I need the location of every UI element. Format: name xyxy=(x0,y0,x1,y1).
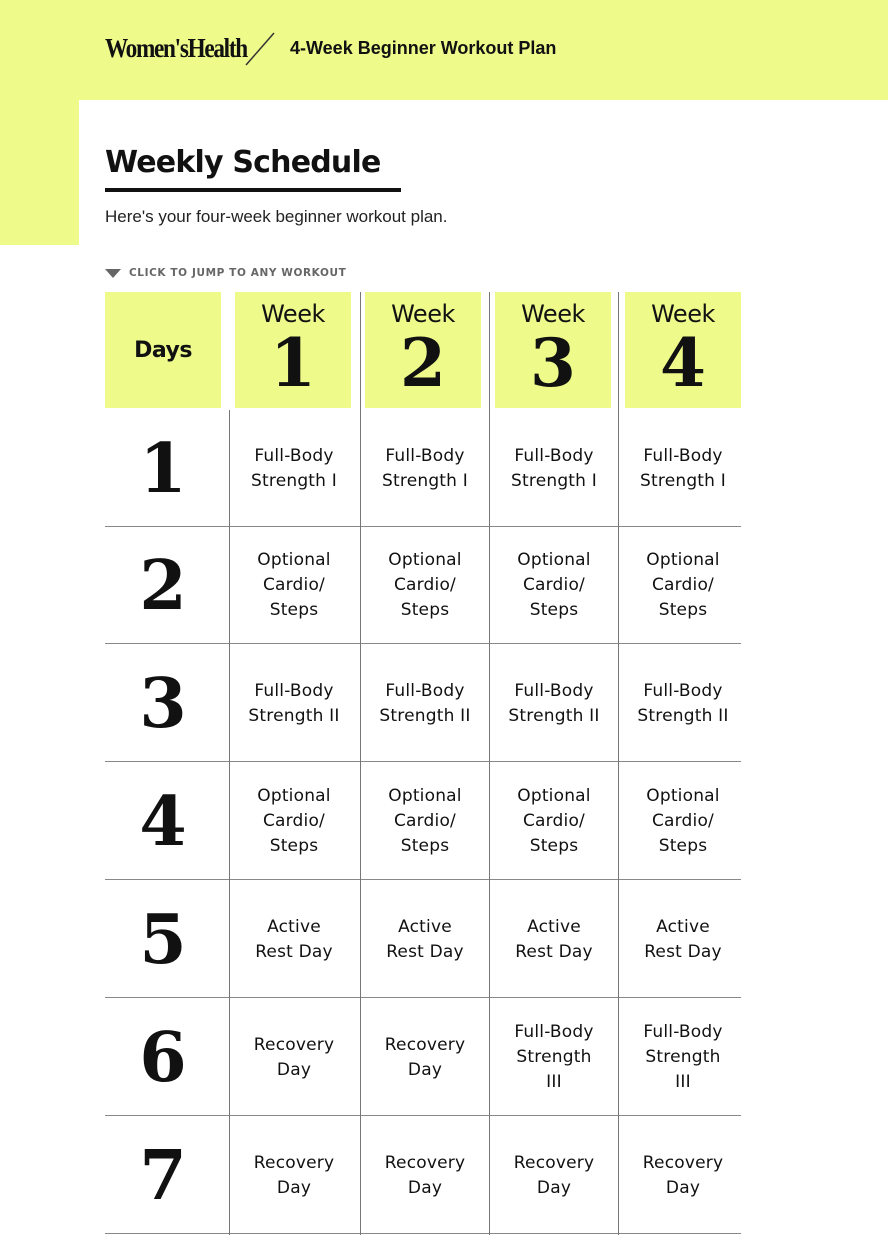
row-divider xyxy=(105,997,741,998)
day-number-3: 3 xyxy=(139,663,187,744)
workout-cell[interactable]: Active Rest Day xyxy=(515,916,593,962)
week-label: Week xyxy=(521,300,585,328)
week-number: 1 xyxy=(270,324,316,402)
week-number: 2 xyxy=(400,324,446,402)
workout-cell[interactable]: Full-Body Strength I xyxy=(251,445,337,491)
day-number-2: 2 xyxy=(139,545,187,626)
left-accent-band xyxy=(0,0,79,245)
day-number-4: 4 xyxy=(139,781,187,862)
workout-cell[interactable]: Full-Body Strength I xyxy=(382,445,468,491)
week-header-2[interactable] xyxy=(365,292,481,408)
row-divider xyxy=(105,1115,741,1116)
row-divider xyxy=(105,879,741,880)
jump-label: CLICK TO JUMP TO ANY WORKOUT xyxy=(129,267,347,279)
header-title: 4-Week Beginner Workout Plan xyxy=(290,38,557,58)
workout-cell[interactable]: Recovery Day xyxy=(384,1034,466,1080)
column-divider xyxy=(489,292,490,1235)
workout-cell[interactable]: Full-Body Strength II xyxy=(508,680,600,726)
workout-cell[interactable]: Recovery Day xyxy=(253,1152,335,1198)
workout-cell[interactable]: Recovery Day xyxy=(384,1152,466,1198)
column-divider xyxy=(360,292,361,1235)
day-number-7: 7 xyxy=(139,1135,187,1216)
page-title: Weekly Schedule xyxy=(105,145,381,180)
workout-cell[interactable]: Full-Body Strength II xyxy=(379,680,471,726)
workout-cell[interactable]: Recovery Day xyxy=(513,1152,595,1198)
week-label: Week xyxy=(651,300,715,328)
workout-cell[interactable]: Active Rest Day xyxy=(644,916,722,962)
row-divider xyxy=(105,643,741,644)
workout-cell[interactable]: Recovery Day xyxy=(253,1034,335,1080)
workout-cell[interactable]: Active Rest Day xyxy=(255,916,333,962)
workout-cell[interactable]: Full-Body Strength II xyxy=(637,680,729,726)
week-header-3[interactable] xyxy=(495,292,611,408)
slash-divider-icon xyxy=(244,32,276,66)
day-number-5: 5 xyxy=(139,899,187,980)
workout-cell[interactable]: Recovery Day xyxy=(642,1152,724,1198)
days-header: Days xyxy=(105,292,221,408)
workout-cell[interactable]: Optional Cardio/ Steps xyxy=(257,786,331,856)
workout-cell[interactable]: Active Rest Day xyxy=(386,916,464,962)
workout-cell[interactable]: Full-Body Strength I xyxy=(511,445,597,491)
week-number: 4 xyxy=(660,324,706,402)
title-underline xyxy=(105,188,401,192)
workout-cell[interactable]: Optional Cardio/ Steps xyxy=(517,786,591,856)
workout-cell[interactable]: Full-Body Strength II xyxy=(248,680,340,726)
column-divider xyxy=(618,292,619,1235)
womens-health-logo[interactable]: Women'sHealth xyxy=(105,33,247,63)
workout-cell[interactable]: Optional Cardio/ Steps xyxy=(388,550,462,620)
workout-cell[interactable]: Optional Cardio/ Steps xyxy=(646,786,720,856)
day-number-6: 6 xyxy=(139,1017,187,1098)
workout-cell[interactable]: Full-Body Strength I xyxy=(640,445,726,491)
intro-text: Here's your four-week beginner workout plan. xyxy=(105,207,448,226)
triangle-down-icon xyxy=(105,269,121,279)
day-number-1: 1 xyxy=(139,428,187,509)
week-header-1[interactable] xyxy=(235,292,351,408)
row-divider xyxy=(105,761,741,762)
workout-cell[interactable]: Full-Body Strength III xyxy=(643,1022,723,1092)
week-label: Week xyxy=(391,300,455,328)
workout-cell[interactable]: Optional Cardio/ Steps xyxy=(517,550,591,620)
column-divider xyxy=(229,410,230,1235)
week-label: Week xyxy=(261,300,325,328)
workout-cell[interactable]: Optional Cardio/ Steps xyxy=(646,550,720,620)
workout-cell[interactable]: Optional Cardio/ Steps xyxy=(388,786,462,856)
workout-cell[interactable]: Optional Cardio/ Steps xyxy=(257,550,331,620)
row-divider xyxy=(105,1233,741,1234)
workout-cell[interactable]: Full-Body Strength III xyxy=(514,1022,594,1092)
week-header-4[interactable] xyxy=(625,292,741,408)
week-number: 3 xyxy=(530,324,576,402)
